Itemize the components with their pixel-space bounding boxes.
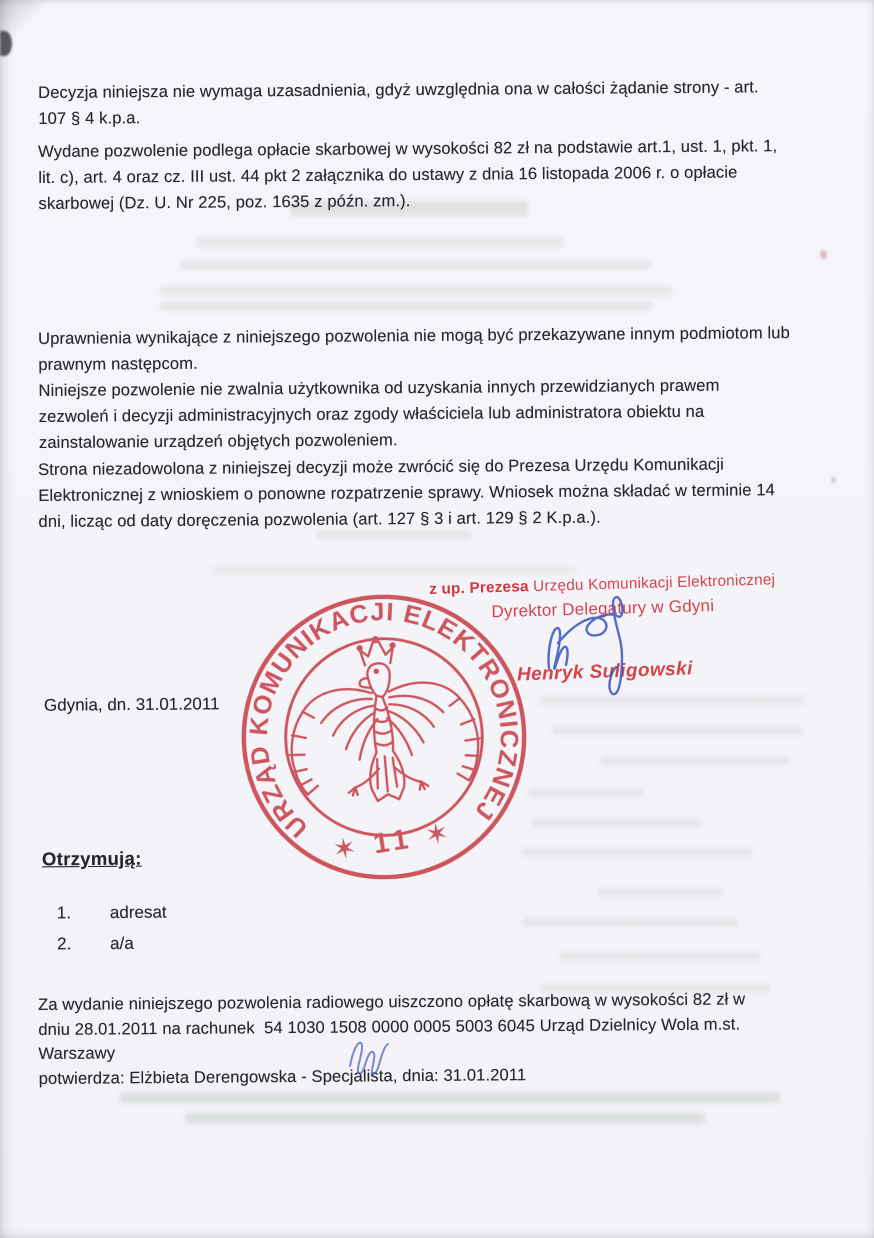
- scan-speck: [820, 250, 827, 259]
- bleedthrough-line: [600, 756, 790, 765]
- recipients-heading: Otrzymują:: [41, 847, 142, 870]
- recipient-row: [57, 928, 167, 960]
- bleedthrough-line: [598, 888, 723, 897]
- initials-icon: [338, 1030, 402, 1088]
- recipient-row: [57, 897, 167, 929]
- bleedthrough-line: [528, 788, 643, 797]
- paragraph-fee: Wydane pozwolenie podlega opłacie skarbowej w wysokości 82 zł na podstawie art.1, ust. 1, pkt. 1, lit. c), art. 4 oraz cz. III ust. 44 pkt 2 załącznika do ustawy z dnia 16 listopada 2006 r. o opłacie skarbowej (Dz. U. Nr 225, poz. 1635 z późn. zm.).: [38, 136, 778, 213]
- place-and-date: Gdynia, dn. 31.01.2011: [43, 694, 220, 715]
- stamp-number: ✶ 11 ✶: [330, 815, 456, 866]
- paragraph-appeal: Strona niezadowolona z niniejszej decyzji może zwrócić się do Prezesa Urzędu Komunikacji Elektronicznej z wnioskiem o ponowne rozpatrzenie sprawy. Wniosek można składać w terminie 14 dni, licząc od daty doręczenia pozwolenia (art. 127 § 3 i art. 129 § 2 K.p.a.).: [38, 454, 776, 531]
- bleedthrough-line: [522, 848, 752, 857]
- director-title: Dyrektor Delegatury w Gdyni: [491, 596, 715, 622]
- bleedthrough-line: [212, 566, 577, 575]
- bleedthrough-line: [120, 1092, 780, 1103]
- signature-icon: [500, 588, 680, 713]
- bleedthrough-line: [522, 918, 737, 927]
- paragraph-decision: Decyzja niniejsza nie wymaga uzasadnienia, gdyż uwzględnia ona w całości żądanie strony - art. 107 § 4 k.p.a.: [38, 77, 759, 128]
- recipient-number: 1.: [56, 903, 72, 923]
- bleedthrough-line: [197, 237, 563, 248]
- svg-text:URZĄD KOMUNIKACJI ELEKTRONICZN: [233, 586, 531, 846]
- bleedthrough-line: [532, 818, 702, 827]
- bleedthrough-line: [185, 1113, 705, 1124]
- paragraph-payment-confirmation: Za wydanie niniejszego pozwolenia radiowego uiszczono opłatę skarbową w wysokości 82 zł w dniu 28.01.2011 na rachunek 54 1030 1508 0000 0005 5003 6045 Urząd Dzielnicy Wola m.st. Warszawy potwierdza: Elżbieta Derengowska - Specjalista, dnia: 31.01.2011: [38, 989, 746, 1088]
- eagle-emblem-icon: [280, 629, 484, 809]
- handwritten-signature: [500, 588, 680, 713]
- paragraph-rights: Uprawnienia wynikające z niniejszego pozwolenia nie mogą być przekazywane innym podmiotom lub prawnym następcom. Niniejsze pozwolenie nie zwalnia użytkownika od uzyskania innych przewidzianych prawem zezwoleń i decyzji administracyjnych oraz zgody właściciela lub administratora obiektu na zainstalowanie urządzeń objętych pozwoleniem.: [38, 323, 790, 452]
- scan-edge-artifact: [0, 31, 12, 56]
- handwritten-initials: [338, 1030, 402, 1088]
- bleedthrough-line: [560, 952, 760, 961]
- recipient-number: 2.: [57, 934, 72, 954]
- recipient-label: adresat: [109, 902, 167, 923]
- official-round-stamp: [226, 579, 542, 895]
- stamp-inner-ring: [277, 630, 490, 843]
- stamp-graphic: [226, 579, 542, 895]
- authorization-prefix: z up. Prezesa: [428, 578, 529, 598]
- authorization-suffix: Urzędu Komunikacji Elektronicznej: [528, 571, 776, 596]
- stamp-ring-text: URZĄD KOMUNIKACJI ELEKTRONICZNEJ: [244, 597, 523, 843]
- bleedthrough-line: [552, 726, 802, 735]
- bleedthrough-line: [160, 286, 672, 296]
- bleedthrough-line: [180, 260, 650, 270]
- signer-name: Henryk Suligowski: [516, 658, 694, 686]
- recipients-list: [57, 897, 167, 960]
- recipient-label: a/a: [110, 933, 134, 954]
- bleedthrough-line: [160, 301, 652, 311]
